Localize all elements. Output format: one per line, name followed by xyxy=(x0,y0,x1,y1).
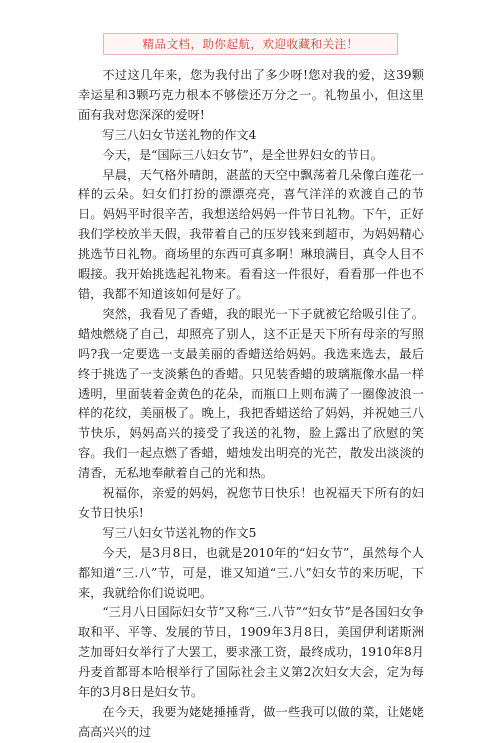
paragraph: “三月八日国际妇女节”又称“三.八节”“妇女节”是各国妇女争取和平、平等、发展的节日，1909年3月8日，美国伊利诺斯洲芝加哥妇女举行了大罢工，要求涨工资，最终成功，1910年8月丹麦首都哥本哈根举行了国际社会主义第2次妇女大会，定为每年的3月8日是妇女节。 xyxy=(78,605,424,700)
paragraph: 在今天，我要为姥姥捶捶背，做一些我可以做的菜，让姥姥高高兴兴的过 xyxy=(78,705,424,739)
paragraph: 今天，是“国际三八妇女节”，是全世界妇女的节日。 xyxy=(102,147,383,162)
section-heading: 写三八妇女节送礼物的作文5 xyxy=(102,525,257,540)
document-body xyxy=(78,66,424,743)
paragraph: 不过这几年来，您为我付出了多少呀!您对我的爱，这39颗幸运星和3颗巧克力根本不够偿还万分之一。礼物虽小，但这里面有我对您深深的爱呀! xyxy=(78,68,424,122)
paragraph: 今天，是3月8日，也就是2010年的“妇女节”，虽然每个人都知道“三.八”节，可是，谁又知道“三.八”妇女节的来历呢，下来，我就给你们说说吧。 xyxy=(78,545,424,600)
paragraph: 祝福你，亲爱的妈妈，祝您节日快乐！也祝福天下所有的妇女节日快乐! xyxy=(78,486,424,520)
banner-text: 精品文档，助你起航，欢迎收藏和关注！ xyxy=(142,37,359,51)
paragraph: 早晨，天气格外晴朗，湛蓝的天空中飘荡着几朵像白莲花一样的云朵。妇女们打扮的漂漂亮亮，喜气洋洋的欢渡自己的节日。妈妈平时很辛苦，我想送给妈妈一件节日礼物。下午，正好我们学校放半天假，我带着自己的压岁钱来到超市，为妈妈精心挑选节日礼物。商场里的东西可真多啊！琳琅满目，真令人目不暇接。我开始挑选起礼物来。看看这一件很好，看看那一件也不错，我都不知道该如何是好了。 xyxy=(78,167,424,301)
paragraph: 突然，我看见了香蜡，我的眼光一下子就被它给吸引住了。蜡烛燃烧了自己，却照亮了别人，这不正是天下所有母亲的写照吗?我一定要选一支最美丽的香蜡送给妈妈。我选来选去，最后终于挑选了一支淡紫色的香蜡。只见装香蜡的玻璃瓶像水晶一样透明，里面装着金黄色的花朵，而瓶口上则布满了一圈像波浪一样的花纹，美丽极了。晚上，我把香蜡送给了妈妈，并祝她三八节快乐，妈妈高兴的接受了我送的礼物，脸上露出了欣慰的笑容。我们一起点燃了香蜡，蜡烛发出明亮的光芒，散发出淡淡的清香，无私地奉献着自己的光和热。 xyxy=(78,306,424,481)
section-heading: 写三八妇女节送礼物的作文4 xyxy=(102,127,257,142)
header-banner xyxy=(103,33,398,55)
